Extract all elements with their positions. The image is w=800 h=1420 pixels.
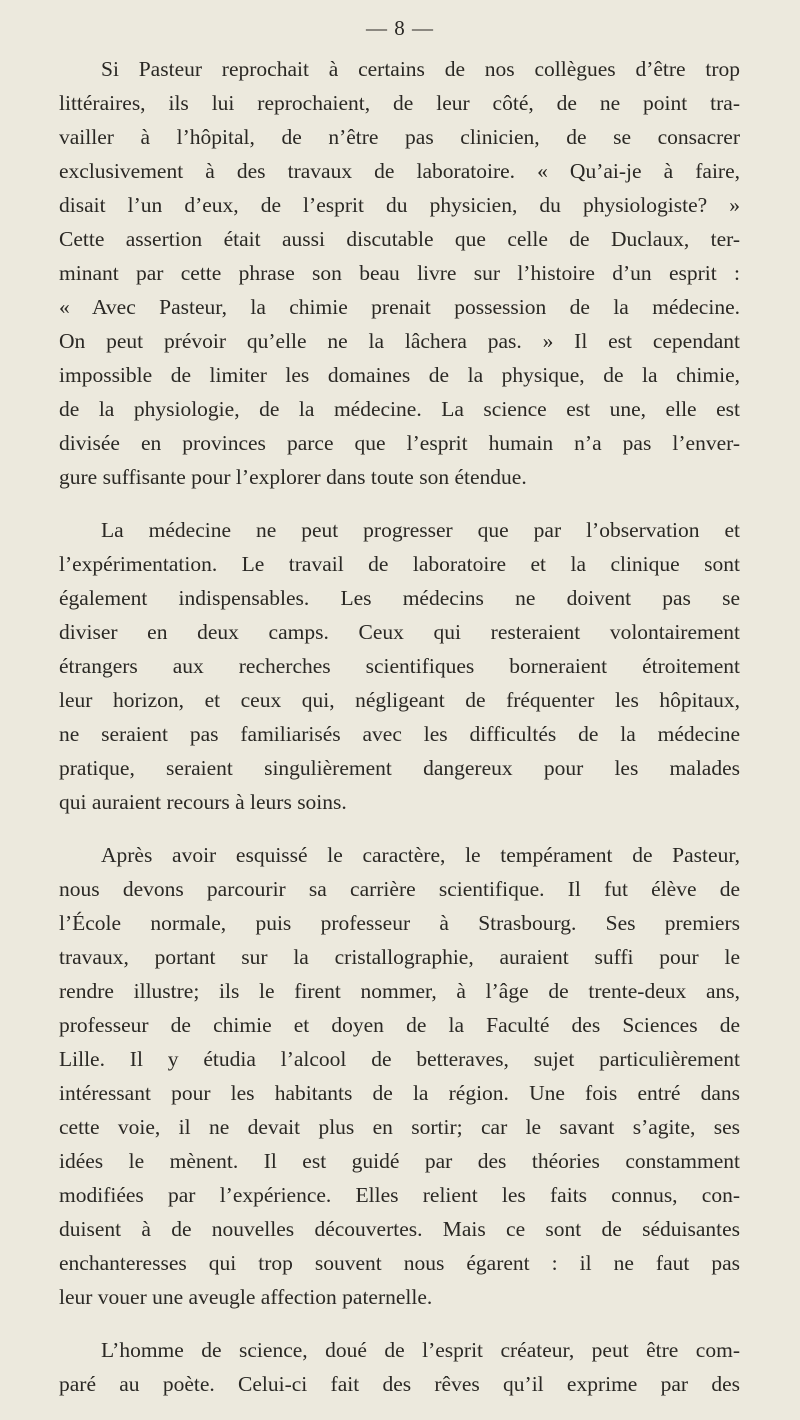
text-line: pratique, seraient singulièrement dangereux pour les malades [59, 756, 740, 780]
text-line: Si Pasteur reprochait à certains de nos collègues d’être trop [101, 57, 740, 81]
text-line: gure suffisante pour l’explorer dans toute son étendue. [59, 465, 527, 489]
text-line: Après avoir esquissé le caractère, le tempérament de Pasteur, [101, 843, 740, 867]
text-line: diviser en deux camps. Ceux qui resteraient volontairement [59, 620, 740, 644]
text-line: cette voie, il ne devait plus en sortir; car le savant s’agite, ses [59, 1115, 740, 1139]
text-line: La médecine ne peut progresser que par l’observation et [101, 518, 740, 542]
text-line: paré au poète. Celui-ci fait des rêves qu’il exprime par des [59, 1372, 740, 1396]
text-line: nous devons parcourir sa carrière scientifique. Il fut élève de [59, 877, 740, 901]
paragraph [59, 1333, 740, 1401]
text-line: L’homme de science, doué de l’esprit créateur, peut être com- [101, 1338, 740, 1362]
paragraph [59, 52, 740, 494]
text-line: vailler à l’hôpital, de n’être pas clinicien, de se consacrer [59, 125, 740, 149]
text-line: leur vouer une aveugle affection paternelle. [59, 1285, 433, 1309]
text-line: On peut prévoir qu’elle ne la lâchera pas. » Il est cependant [59, 329, 740, 353]
text-line: minant par cette phrase son beau livre sur l’histoire d’un esprit : [59, 261, 740, 285]
text-line: impossible de limiter les domaines de la physique, de la chimie, [59, 363, 740, 387]
text-line: l’expérimentation. Le travail de laboratoire et la clinique sont [59, 552, 740, 576]
text-line: divisée en provinces parce que l’esprit humain n’a pas l’enver- [59, 431, 740, 455]
text-line: modifiées par l’expérience. Elles relient les faits connus, con- [59, 1183, 740, 1207]
text-line: intéressant pour les habitants de la région. Une fois entré dans [59, 1081, 740, 1105]
text-line: également indispensables. Les médecins ne doivent pas se [59, 586, 740, 610]
text-line: idées le mènent. Il est guidé par des théories constamment [59, 1149, 740, 1173]
body-text [59, 52, 740, 1420]
text-line: l’École normale, puis professeur à Strasbourg. Ses premiers [59, 911, 740, 935]
text-line: « Avec Pasteur, la chimie prenait possession de la médecine. [59, 295, 740, 319]
text-line: littéraires, ils lui reprochaient, de leur côté, de ne point tra- [59, 91, 740, 115]
text-line: travaux, portant sur la cristallographie, auraient suffi pour le [59, 945, 740, 969]
text-line: disait l’un d’eux, de l’esprit du physicien, du physiologiste? » [59, 193, 740, 217]
text-line: leur horizon, et ceux qui, négligeant de fréquenter les hôpitaux, [59, 688, 740, 712]
text-line: ne seraient pas familiarisés avec les difficultés de la médecine [59, 722, 740, 746]
text-line: Cette assertion était aussi discutable que celle de Duclaux, ter- [59, 227, 740, 251]
text-line: rendre illustre; ils le firent nommer, à l’âge de trente-deux ans, [59, 979, 740, 1003]
text-line: étrangers aux recherches scientifiques borneraient étroitement [59, 654, 740, 678]
text-line: qui auraient recours à leurs soins. [59, 790, 347, 814]
text-line: enchanteresses qui trop souvent nous égarent : il ne faut pas [59, 1251, 740, 1275]
page-number: — 8 — [366, 16, 434, 40]
text-line: Lille. Il y étudia l’alcool de betteraves, sujet particulièrement [59, 1047, 740, 1071]
paragraph [59, 838, 740, 1314]
text-line: professeur de chimie et doyen de la Faculté des Sciences de [59, 1013, 740, 1037]
text-line: exclusivement à des travaux de laboratoire. « Qu’ai-je à faire, [59, 159, 740, 183]
paragraph [59, 513, 740, 819]
text-line: de la physiologie, de la médecine. La science est une, elle est [59, 397, 740, 421]
text-line: duisent à de nouvelles découvertes. Mais ce sont de séduisantes [59, 1217, 740, 1241]
